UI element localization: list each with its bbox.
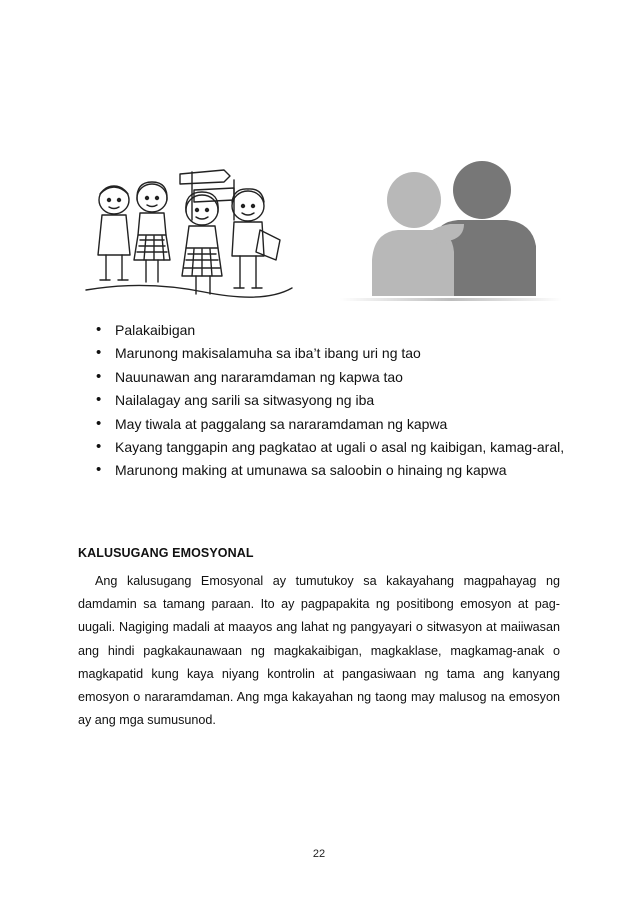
page-number: 22 bbox=[312, 848, 326, 860]
children-friends-illustration bbox=[84, 160, 294, 302]
list-item: • Nailalagay ang sarili sa sitwasyong ng iba bbox=[92, 392, 564, 415]
bullet-list bbox=[92, 322, 564, 486]
friends-embrace-silhouette-icon bbox=[340, 160, 562, 302]
list-item: • Nauunawan ang nararamdaman ng kapwa tao bbox=[92, 369, 564, 392]
list-item: • May tiwala at paggalang sa nararamdaman ng kapwa bbox=[92, 416, 564, 439]
list-item: • Palakaibigan bbox=[92, 322, 564, 345]
list-item: • Marunong makisalamuha sa iba’t ibang uri ng tao bbox=[92, 345, 564, 368]
list-item: • Kayang tanggapin ang pagkatao at ugali o asal ng kaibigan, kamag-aral, bbox=[92, 439, 564, 462]
body-paragraph: Ang kalusugang Emosyonal ay tumutukoy sa kakayahang magpahayag ng damdamin sa tamang paraan. Ito ay pagpapakita ng positibong emosyon at pag-uugali. Nagiging madali at maayos ang lahat ng pangyayari o sitwasyon at maiiwasan ang hindi pagkakaunawaan ng magkakaibigan, magkaklase, magkamag-anak o magkapatid kung kaya niyang kontrolin at pangasiwaan ng tama ang kanyang emosyon o nararamdaman. Ang mga kakayahan ng taong may malusog na emosyon ay ang mga sumusunod. bbox=[78, 574, 560, 728]
section-heading: KALUSUGANG EMOSYONAL bbox=[78, 546, 254, 560]
list-item: • Marunong making at umunawa sa saloobin o hinaing ng kapwa bbox=[92, 462, 564, 485]
